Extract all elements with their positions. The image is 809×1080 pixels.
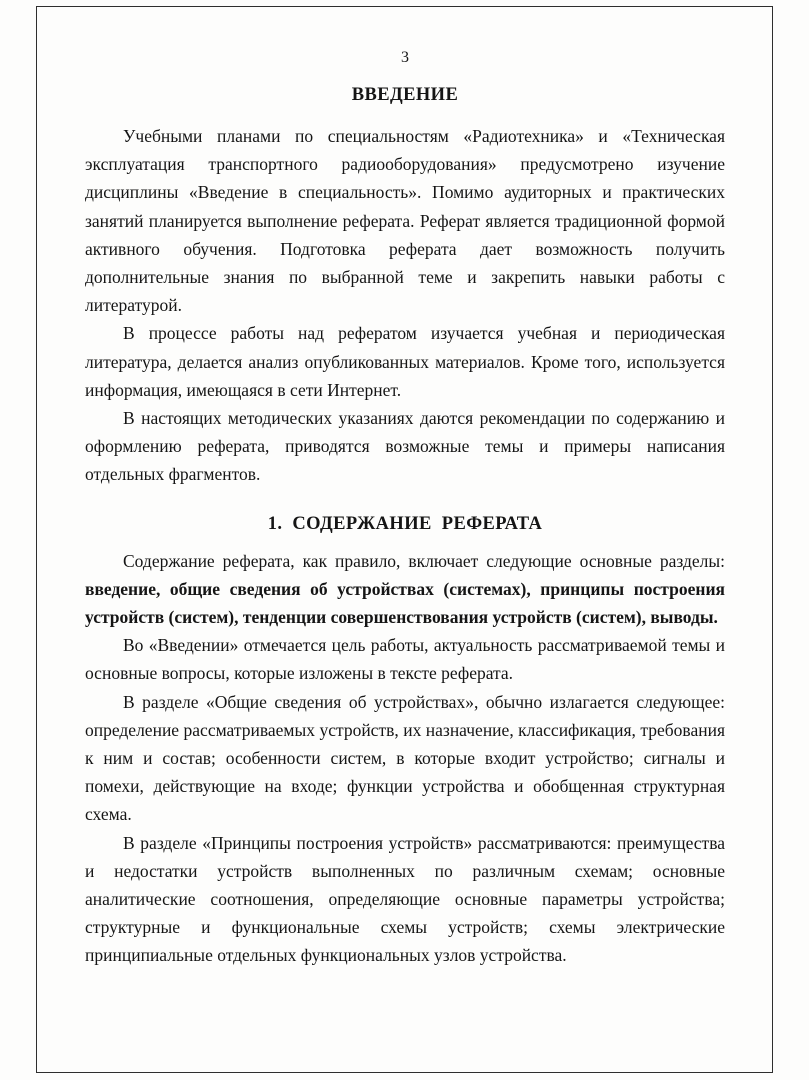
section1-paragraph-1 <box>85 547 725 632</box>
intro-paragraph-2: В процессе работы над рефератом изучается учебная и периодическая литература, делается анализ опубликованных материалов. Кроме того, используется информация, имеющаяся в сети Интернет. <box>85 323 725 400</box>
section1-paragraph-1-normal: Содержание реферата, как правило, включает следующие основные разделы: <box>123 550 725 571</box>
document-content <box>85 48 725 970</box>
section1-paragraph-3: В разделе «Общие сведения об устройствах», обычно излагается следующее: определение рассматриваемых устройств, их назначение, классификация, требования к ним и состав; особенности систем, в которые входит устройство; сигналы и помехи, действующие на входе; функции устройства и обобщенная структурная схема. <box>85 691 725 825</box>
page-number: 3 <box>401 49 409 66</box>
section1-paragraph-4: В разделе «Принципы построения устройств» рассматриваются: преимущества и недостатки устройств выполненных по различным схемам; основные аналитические соотношения, определяющие основные параметры устройства; структурные и функциональные схемы устройств; схемы электрические принципиальные отдельных функциональных узлов устройства. <box>85 832 725 966</box>
section1-paragraph-2: Во «Введении» отмечается цель работы, актуальность рассматриваемой темы и основные вопросы, которые изложены в тексте реферата. <box>85 635 725 684</box>
intro-paragraph-1: Учебными планами по специальностям «Радиотехника» и «Техническая эксплуатация транспортного радиооборудования» предусмотрено изучение дисциплины «Введение в специальность». Помимо аудиторных и практических занятий планируется выполнение реферата. Реферат является традиционной формой активного обучения. Подготовка реферата дает возможность получить дополнительные знания по выбранной теме и закрепить навыки работы с литературой. <box>85 126 725 316</box>
section1-paragraph-1-bold: введение, общие сведения об устройствах (системах), принципы построения устройств (систем), тенденции совершенствования устройств (систем), выводы. <box>85 578 725 628</box>
section1-heading: 1. СОДЕРЖАНИЕ РЕФЕРАТА <box>267 513 543 534</box>
intro-paragraph-3: В настоящих методических указаниях даются рекомендации по содержанию и оформлению реферата, приводятся возможные темы и примеры написания отдельных фрагментов. <box>85 408 725 485</box>
intro-heading: ВВЕДЕНИЕ <box>351 85 459 105</box>
